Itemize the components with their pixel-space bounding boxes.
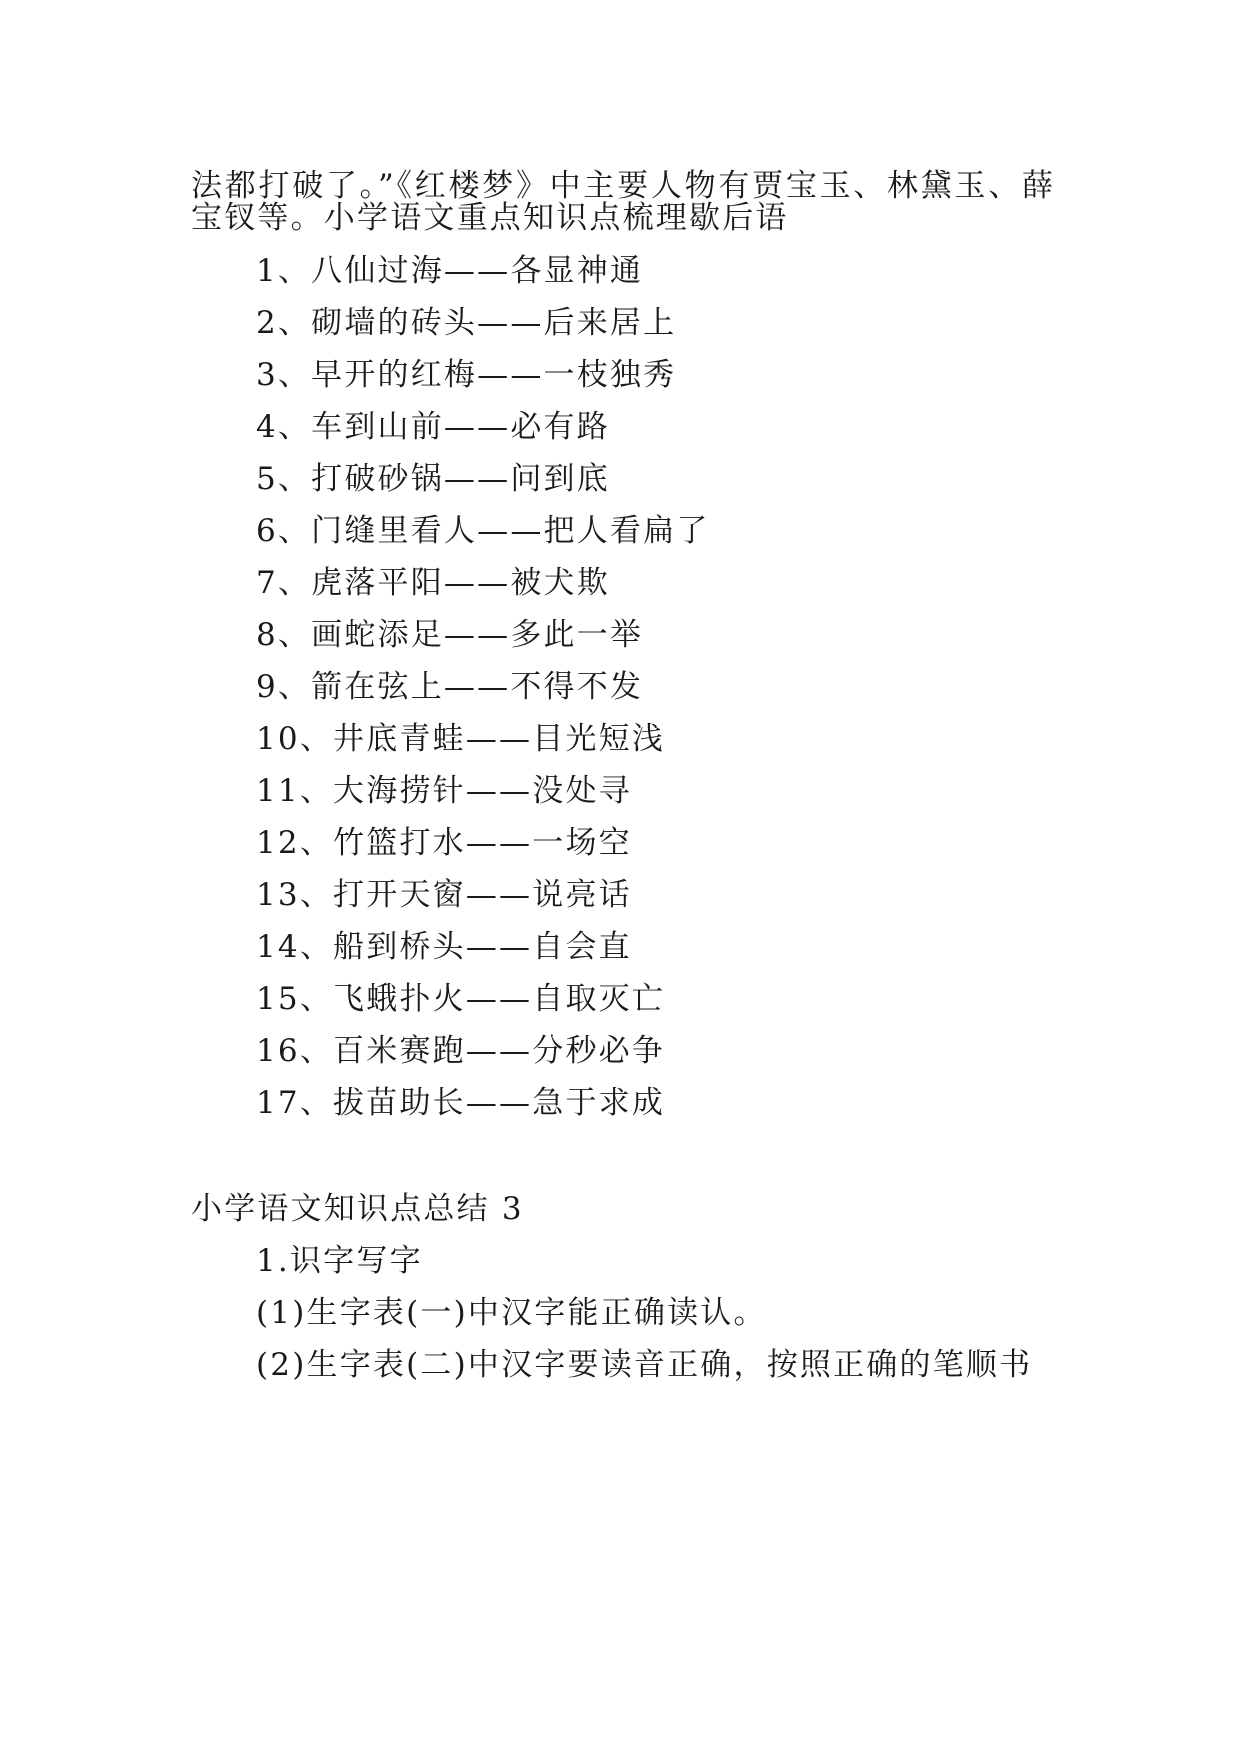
list-item: 6、门缝里看人——把人看扁了 bbox=[256, 513, 710, 549]
list-item: 10、井底青蛙——目光短浅 bbox=[256, 721, 666, 757]
list-item: 5、打破砂锅——问到底 bbox=[256, 461, 610, 497]
list-item: 17、拔苗助长——急于求成 bbox=[256, 1085, 666, 1121]
section-heading: 小学语文知识点总结 3 bbox=[191, 1191, 524, 1227]
section-subheading: 1.识字写字 bbox=[256, 1243, 423, 1279]
list-item: 15、飞蛾扑火——自取灭亡 bbox=[256, 981, 666, 1017]
list-item: 4、车到山前——必有路 bbox=[256, 409, 610, 445]
list-item: 14、船到桥头——自会直 bbox=[256, 929, 632, 965]
list-item: 1、八仙过海——各显神通 bbox=[256, 253, 644, 289]
list-item: 3、早开的红梅——一枝独秀 bbox=[256, 357, 677, 393]
paragraph-line: 法都打破了。”《红楼梦》中主要人物有贾宝玉、林黛玉、薛 bbox=[191, 168, 1053, 204]
list-item: 12、竹篮打水——一场空 bbox=[256, 825, 632, 861]
list-item: 8、画蛇添足——多此一举 bbox=[256, 617, 644, 653]
list-item: 2、砌墙的砖头——后来居上 bbox=[256, 305, 677, 341]
paragraph-line: (2)生字表(二)中汉字要读音正确，按照正确的笔顺书 bbox=[256, 1347, 1033, 1383]
list-item: 13、打开天窗——说亮话 bbox=[256, 877, 632, 913]
paragraph-line: (1)生字表(一)中汉字能正确读认。 bbox=[256, 1295, 767, 1331]
paragraph-line: 宝钗等。小学语文重点知识点梳理歇后语 bbox=[191, 200, 789, 236]
list-item: 7、虎落平阳——被犬欺 bbox=[256, 565, 610, 601]
list-item: 16、百米赛跑——分秒必争 bbox=[256, 1033, 666, 1069]
list-item: 11、大海捞针——没处寻 bbox=[256, 773, 632, 809]
list-item: 9、箭在弦上——不得不发 bbox=[256, 669, 644, 705]
